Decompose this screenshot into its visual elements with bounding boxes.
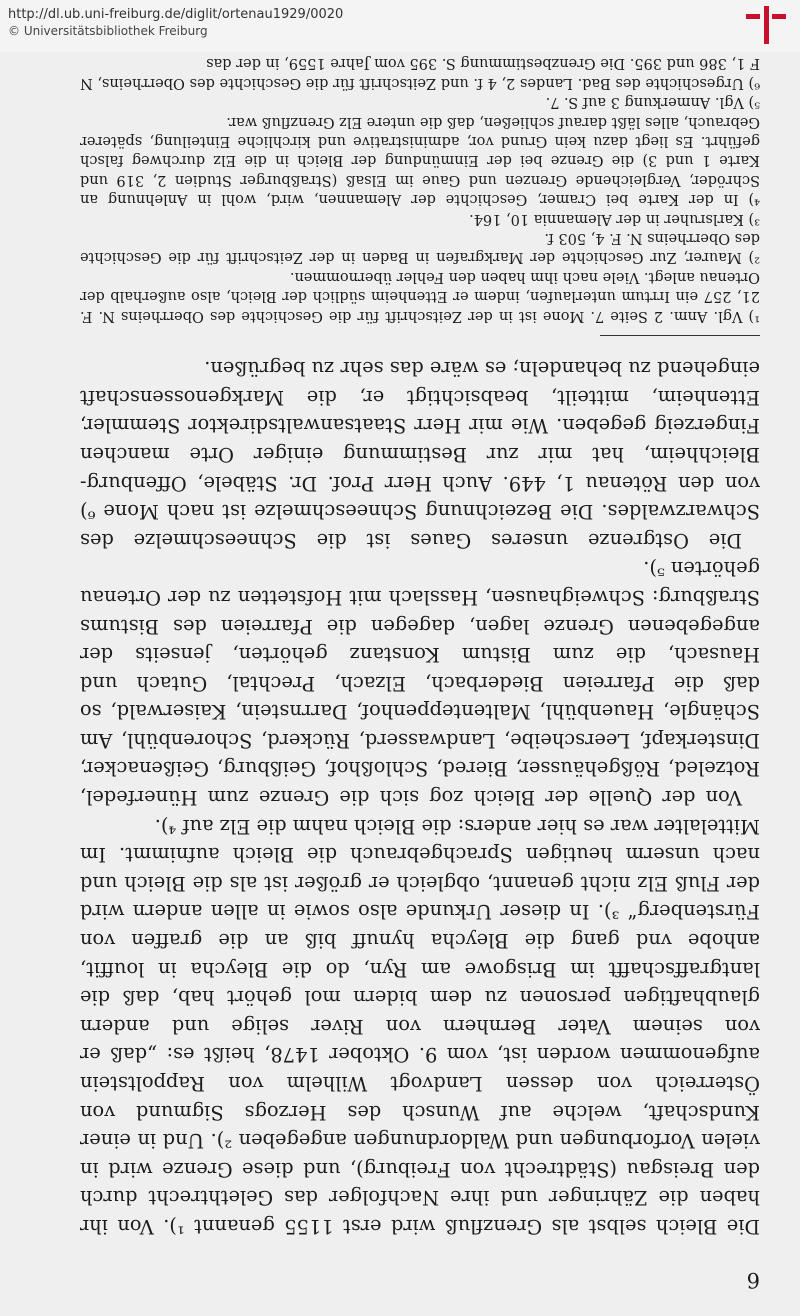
footnote: ⁶) Urgeschichte des Bad. Landes 2, 4 f. und Zeitschrift für die Geschichte des Oberrheins, N F 1, 386 und 395. Die Grenzbestimmung S. 395 vom Jahre 1559, in der das xyxy=(80,55,760,91)
footnote-divider xyxy=(600,335,760,336)
ub-freiburg-logo-icon xyxy=(746,6,786,44)
footnote: ⁴) In der Karte bei Cramer, Geschichte der Alemannen, wird, wohl in Anlehnung an Schröder, Vergleichende Grenzen und Gaue im Elsaß (Straßburger Studien 2, 319 und Karte 1 und 3) die Grenze bei der Einmündung der Bleich in die Elz durchweg falsch geführt. Es liegt dazu kein Grund vor, administrative und kirchliche Einteilung, späterer Gebrauch, alles läßt darauf schließen, daß die untere Elz Grenzfluß war. xyxy=(80,113,760,208)
copyright-notice: © Universitätsbibliothek Freiburg xyxy=(8,24,208,38)
viewer-header xyxy=(0,0,800,53)
paragraph: Von der Quelle der Bleich zog sich die Grenze zum Hünerfedel, Rotzeled, Rößgehäusser, Biered, Schloßhof, Geißburg, Geißenacker, Dinsterkapf, Leerscheibe, Landwasserd, Rückerd, Schorenbühl, Am Schängle, Hauenbühl, Maltenteppenhof, Darrnstein, Kaiserwald, so daß die Pfarreien Biederbach, Elzach, Prechtal, Gutach und Hausach, die zum Bistum Konstanz gehörten, jenseits der angegebenen Grenze lagen, dagegen die Pfarreien des Bistums Straßburg: Schweighausen, Hasslach mit Hofstetten zu der Ortenau gehörten ⁵). xyxy=(80,557,760,810)
body-text xyxy=(80,354,760,1240)
paragraph: Die Ostgrenze unseres Gaues ist die Schneeschmelze des Schwarzwaldes. Die Bezeichnung Schneeschmelze ist nach Mone ⁶) von den Rötenau 1, 449. Auch Herr Prof. Dr. Stäbele, Offenburg-Bleichheim, hat mir zur Bestimmung einiger Orte manchen Fingerzeig gegeben. Wie mir Herr Staatsanwaltsdirektor Stemmler, Ettenheim, mitteilt, beabsichtigt er, die Markgenossenschaft eingehend zu behandeln; es wäre das sehr zu begrüßen. xyxy=(80,357,760,552)
footnote: ¹) Vgl. Anm. 2 Seite 7. Mone ist in der Zeitschrift für die Geschichte des Oberrheins N. F. 21, 257 ein Irrtum unterlaufen, indem er Ettenheim südlich der Bleich, also außerhalb der Ortenau anlegt. Viele nach ihm haben den Fehler übernommen. xyxy=(80,268,760,324)
scanned-page xyxy=(0,52,800,1316)
paragraph: Die Bleich selbst als Grenzfluß wird erst 1155 genannt ¹). Von ihr haben die Zähringer und ihre Nachfolger das Gelethtrecht durch den Breisgau (Städtrecht von Freiburg), und diese Grenze wird in vielen Vorforbungen und Waldordnungen angegeben ²). Und in einer Kundschaft, welche auf Wunsch des Herzogs Sigmund von Österreich von dessen Landvogt Wilhelm von Rappoltstein aufgenommen worden ist, vom 9. Oktober 1478, heißt es: „daß er von seinem Vater Bernhern von River selige und andern glaubhaftigen personen zu dem bidern mol gehört hab, daß die lantgraffschafft im Brisgowe am Ryn, do die Bleycha in louffit, anhobe vnd gang die Bleycha hynuff biß an die graffen von Fürstenberg“ ³). In dieser Urkunde also sowie in allen andern wird der Fluß Elz nicht genannt, obgleich er größer ist als die Bleich und nach unserm heutigen Sprachgebrauch die Bleich aufnimmt. Im Mittelalter war es hier anders: die Bleich nahm die Elz auf ⁴). xyxy=(80,814,760,1238)
rotated-scan xyxy=(0,52,800,1316)
footnote: ³) Karlsruher in der Alemannia 10, 164. xyxy=(469,210,760,227)
footnote: ⁵) Vgl. Anmerkung 3 auf S. 7. xyxy=(545,94,760,111)
footnotes xyxy=(80,53,760,325)
page-number: 6 xyxy=(746,1268,760,1292)
footnote: ²) Maurer, Zur Geschichte der Markgrafen in Baden in der Zeitschrift für die Geschichte des Oberrheins N. F. 4, 503 f. xyxy=(80,229,760,266)
page-content xyxy=(80,53,760,1292)
source-url[interactable]: http://dl.ub.uni-freiburg.de/diglit/ortenau1929/0020 © Universitätsbibliothek Freiburg xyxy=(8,7,344,38)
